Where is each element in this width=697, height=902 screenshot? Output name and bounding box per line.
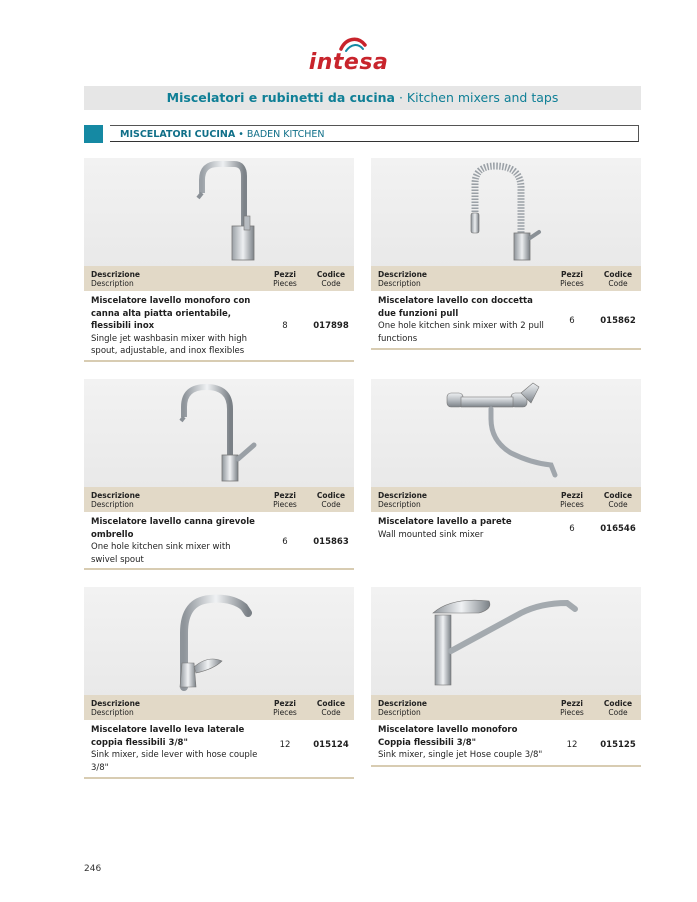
product-image xyxy=(371,158,641,266)
col-code-it: Codice xyxy=(316,491,346,500)
page-title xyxy=(84,86,641,110)
row-divider xyxy=(84,568,354,570)
product-name-it: Miscelatore lavello monoforo Coppia flessibili 3/8" xyxy=(378,725,518,748)
col-description-en: Description xyxy=(378,279,421,288)
tall-flat-spout-faucet-icon xyxy=(84,158,354,266)
col-description-en: Description xyxy=(91,279,134,288)
page-number: 246 xyxy=(84,864,102,874)
col-code-it: Codice xyxy=(603,491,633,500)
product-image xyxy=(371,379,641,487)
product-name-it: Miscelatore lavello con doccetta due funzioni pull xyxy=(378,296,533,319)
product-pieces: 6 xyxy=(569,524,575,534)
col-pieces-it: Pezzi xyxy=(274,491,296,500)
gooseneck-faucet-icon xyxy=(84,379,354,487)
col-code-en: Code xyxy=(608,500,628,509)
spring-pull-down-faucet-icon xyxy=(371,158,641,266)
col-pieces-en: Pieces xyxy=(273,500,297,509)
col-code-it: Codice xyxy=(603,270,633,279)
product-pieces: 8 xyxy=(282,321,288,331)
col-description-en: Description xyxy=(378,500,421,509)
col-pieces-it: Pezzi xyxy=(561,491,583,500)
product-pieces: 6 xyxy=(569,316,575,326)
section-separator: • xyxy=(238,129,244,140)
col-description-it: Descrizione xyxy=(91,491,141,500)
product-image xyxy=(84,158,354,266)
product-image xyxy=(84,379,354,487)
title-english: Kitchen mixers and taps xyxy=(406,90,559,105)
title-separator: · xyxy=(398,90,403,105)
col-code-it: Codice xyxy=(316,699,346,708)
section-marker xyxy=(84,125,103,143)
product-code: 015125 xyxy=(600,740,636,750)
product-pieces: 12 xyxy=(279,740,291,750)
col-pieces-en: Pieces xyxy=(560,708,584,717)
col-description-it: Descrizione xyxy=(91,699,141,708)
product-code: 016546 xyxy=(600,524,636,534)
col-description-en: Description xyxy=(378,708,421,717)
col-description-en: Description xyxy=(91,500,134,509)
product-code: 017898 xyxy=(313,321,349,331)
row-divider xyxy=(84,360,354,362)
product-name-it: Miscelatore lavello canna girevole ombrello xyxy=(91,517,255,540)
column-header xyxy=(84,487,354,512)
col-pieces-it: Pezzi xyxy=(274,699,296,708)
col-code-en: Code xyxy=(321,279,341,288)
row-divider xyxy=(371,765,641,767)
col-pieces-it: Pezzi xyxy=(561,699,583,708)
column-header xyxy=(84,695,354,720)
column-header xyxy=(371,487,641,512)
product-code: 015124 xyxy=(313,740,349,750)
brand-logo xyxy=(0,36,697,82)
col-description-it: Descrizione xyxy=(378,699,428,708)
product-image xyxy=(371,587,641,695)
row-divider xyxy=(84,777,354,779)
col-code-en: Code xyxy=(608,708,628,717)
column-header xyxy=(371,695,641,720)
title-italian: Miscelatori e rubinetti da cucina xyxy=(166,90,395,105)
section-english: BADEN KITCHEN xyxy=(246,129,325,140)
section-italian: MISCELATORI CUCINA xyxy=(120,129,236,140)
col-description-it: Descrizione xyxy=(378,270,428,279)
col-pieces-it: Pezzi xyxy=(561,270,583,279)
col-code-en: Code xyxy=(321,708,341,717)
col-description-it: Descrizione xyxy=(91,270,141,279)
col-pieces-en: Pieces xyxy=(560,279,584,288)
product-name-it: Miscelatore lavello a parete xyxy=(378,517,512,527)
product-pieces: 6 xyxy=(282,537,288,547)
product-name-en: Wall mounted sink mixer xyxy=(378,529,484,540)
col-pieces-en: Pieces xyxy=(273,708,297,717)
brand-name: intesa xyxy=(308,50,389,75)
col-code-it: Codice xyxy=(603,699,633,708)
product-name-it: Miscelatore lavello monoforo con canna alta piatta orientabile, flessibili inox xyxy=(91,296,251,331)
product-name-en: One hole kitchen sink mixer with 2 pull functions xyxy=(378,321,544,344)
single-lever-long-spout-faucet-icon xyxy=(371,587,641,695)
column-header xyxy=(84,266,354,291)
col-description-en: Description xyxy=(91,708,134,717)
col-pieces-en: Pieces xyxy=(560,500,584,509)
section-header xyxy=(110,125,639,142)
col-code-it: Codice xyxy=(316,270,346,279)
row-divider xyxy=(371,348,641,350)
col-code-en: Code xyxy=(608,279,628,288)
side-lever-faucet-icon xyxy=(84,587,354,695)
product-name-en: Sink mixer, side lever with hose couple 3/8" xyxy=(91,750,258,773)
product-name-en: One hole kitchen sink mixer with swivel spout xyxy=(91,542,231,565)
col-pieces-it: Pezzi xyxy=(274,270,296,279)
col-pieces-en: Pieces xyxy=(273,279,297,288)
product-pieces: 12 xyxy=(566,740,578,750)
product-name-en: Sink mixer, single jet Hose couple 3/8" xyxy=(378,750,543,760)
product-name-it: Miscelatore lavello leva laterale coppia flessibili 3/8" xyxy=(91,725,245,748)
product-code: 015863 xyxy=(313,537,349,547)
product-code: 015862 xyxy=(600,316,636,326)
column-header xyxy=(371,266,641,291)
wall-mounted-mixer-icon xyxy=(371,379,641,487)
product-image xyxy=(84,587,354,695)
col-description-it: Descrizione xyxy=(378,491,428,500)
product-name-en: Single jet washbasin mixer with high spout, adjustable, and inox flexibles xyxy=(91,333,248,356)
col-code-en: Code xyxy=(321,500,341,509)
